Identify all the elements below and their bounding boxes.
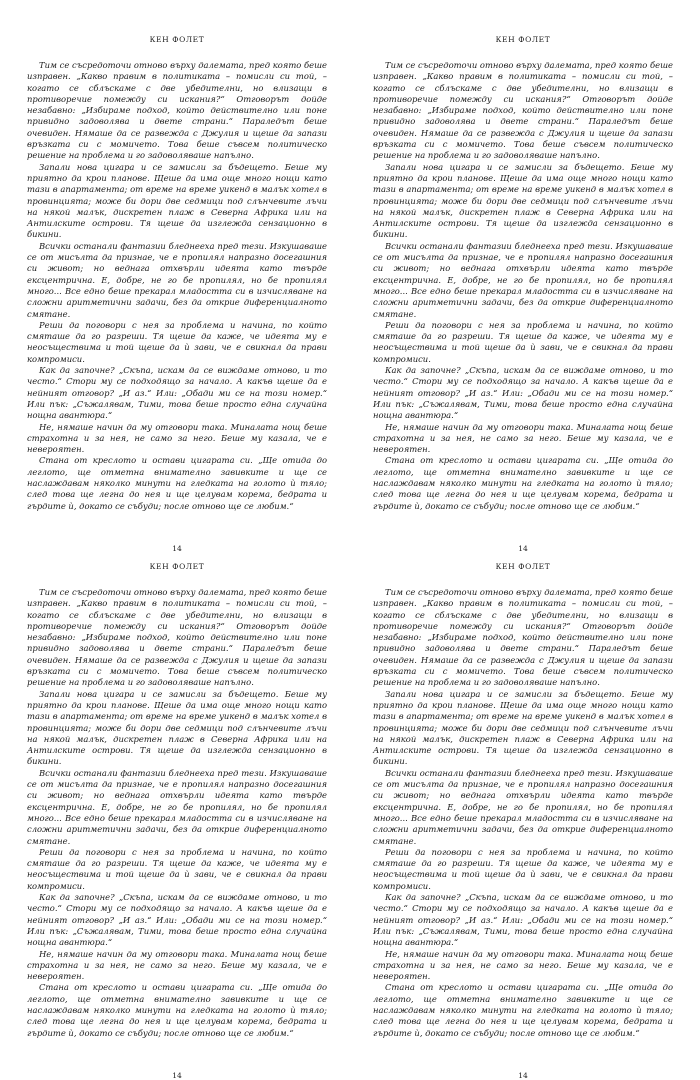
paragraph: Реши да поговори с нея за проблема и начина, по който смяташе да го разреши. Тя щеше да каже, че идеята му е неосъществима и той щеше да ѝ зави, че е свикнал да прави компромиси. (373, 846, 673, 891)
paragraph: Запали нова цигара и се замисли за бъдещето. Беше му приятно да крои планове. Щеше да има още много нощи като тази в апартамента; от време на време уикенд в малък хотел в провинцията; може би дори две седмици под слънчевите лъчи на някой малък, дискретен плаж в Северна Африка или на Антилските острови. Тя щеше да изглежда сензационно в бикини. (373, 161, 673, 240)
paragraph: Стана от креслото и остави цигарата си. „Ще отида до леглото, ще отметна внимателно завивките и ще се наслаждавам няколко минути на гледката на голото ѝ тяло; след това ще легна до нея и ще целувам корема, бедрата и гърдите ѝ, докато се събуди; после отново ще се любим.“ (27, 982, 327, 1038)
paragraph: Стана от креслото и остави цигарата си. „Ще отида до леглото, ще отметна внимателно завивките и ще се наслаждавам няколко минути на гледката на голото ѝ тяло; след това ще легна до нея и ще целувам корема, бедрата и гърдите ѝ, докато се събуди; после отново ще се любим.“ (373, 982, 673, 1038)
paragraph: Не, нямаше начин да му отговори така. Миналата нощ беше страхотна и за нея, не само за него. Беше му казала, че е невероятен. (27, 421, 327, 455)
running-header: КЕН ФОЛЕТ (149, 35, 205, 44)
page-top-right (373, 35, 673, 553)
page-body (373, 60, 673, 512)
paragraph: Не, нямаше начин да му отговори така. Миналата нощ беше страхотна и за нея, не само за него. Беше му казала, че е невероятен. (27, 948, 327, 982)
paragraph: Реши да поговори с нея за проблема и начина, по който смяташе да го разреши. Тя щеше да каже, че идеята му е неосъществима и той щеше да ѝ зави, че е свикнал да прави компромиси. (373, 319, 673, 364)
paragraph: Всички останали фантазии бледнееха пред тези. Изкушаваше се от мисълта да признае, че е пропилял напразно досегашния си живот; но веднага отхвърли идеята като твърде ексцентрична. Е, добре, не го бе пропилял, но бе пропилял много... Все едно беше прекарал младостта си в изчисляване на сложни аритметични задачи, без да открие диференциалното смятане. (373, 767, 673, 846)
page-bottom-left (27, 562, 327, 1080)
paragraph: Как да започне? „Скъпа, искам да се виждаме отново, и то често.“ Стори му се подходящо за начало. А какъв щеше да е нейният отговор? „И аз.“ Или: „Обади ми се на този номер.“ Или пък: „Съжалявам, Тими, това беше просто една случайна нощна авантюра.“ (27, 365, 327, 421)
page-bottom-right (373, 562, 673, 1080)
paragraph: Запали нова цигара и се замисли за бъдещето. Беше му приятно да крои планове. Щеше да има още много нощи като тази в апартамента; от време на време уикенд в малък хотел в провинцията; може би дори две седмици под слънчевите лъчи на някой малък, дискретен плаж в Северна Африка или на Антилските острови. Тя щеше да изглежда сензационно в бикини. (27, 161, 327, 240)
paragraph: Как да започне? „Скъпа, искам да се виждаме отново, и то често.“ Стори му се подходящо за начало. А какъв щеше да е нейният отговор? „И аз.“ Или: „Обади ми се на този номер.“ Или пък: „Съжалявам, Тими, това беше просто една случайна нощна авантюра.“ (373, 365, 673, 421)
page-body (373, 587, 673, 1039)
paragraph: Всички останали фантазии бледнееха пред тези. Изкушаваше се от мисълта да признае, че е пропилял напразно досегашния си живот; но веднага отхвърли идеята като твърде ексцентрична. Е, добре, не го бе пропилял, но бе пропилял много... Все едно беше прекарал младостта си в изчисляване на сложни аритметични задачи, без да открие диференциалното смятане. (27, 240, 327, 319)
running-header: КЕН ФОЛЕТ (149, 562, 205, 571)
paragraph: Тим се съсредоточи отново върху далемата, пред която беше изправен. „Какво правим в политиката – помисли си той, – когато се сблъскаме с две убедителни, но влизащи в противоречие помежду си искания?“ Отговорът дойде незабавно: „Избираме подход, който действително или поне привидно задоволява и двете страни.“ Параледът беше очевиден. Нямаше да се развежда с Джулия и щеше да запази връзката си с момичето. Това беше съвсем политическо решение на проблема и го задоволяваше напълно. (373, 60, 673, 161)
page-number: 14 (518, 543, 528, 553)
page-body (27, 60, 327, 512)
page-number: 14 (172, 1070, 182, 1080)
paragraph: Тим се съсредоточи отново върху далемата, пред която беше изправен. „Какво правим в политиката – помисли си той, – когато се сблъскаме с две убедителни, но влизащи в противоречие помежду си искания?“ Отговорът дойде незабавно: „Избираме подход, който действително или поне привидно задоволява и двете страни.“ Параледът беше очевиден. Нямаше да се развежда с Джулия и щеше да запази връзката си с момичето. Това беше съвсем политическо решение на проблема и го задоволяваше напълно. (373, 587, 673, 688)
running-header: КЕН ФОЛЕТ (495, 562, 551, 571)
paragraph: Запали нова цигара и се замисли за бъдещето. Беше му приятно да крои планове. Щеше да има още много нощи като тази в апартамента; от време на време уикенд в малък хотел в провинцията; може би дори две седмици под слънчевите лъчи на някой малък, дискретен плаж в Северна Африка или на Антилските острови. Тя щеше да изглежда сензационно в бикини. (373, 688, 673, 767)
paragraph: Реши да поговори с нея за проблема и начина, по който смяташе да го разреши. Тя щеше да каже, че идеята му е неосъществима и той щеше да ѝ зави, че е свикнал да прави компромиси. (27, 319, 327, 364)
paragraph: Всички останали фантазии бледнееха пред тези. Изкушаваше се от мисълта да признае, че е пропилял напразно досегашния си живот; но веднага отхвърли идеята като твърде ексцентрична. Е, добре, не го бе пропилял, но бе пропилял много... Все едно беше прекарал младостта си в изчисляване на сложни аритметични задачи, без да открие диференциалното смятане. (373, 240, 673, 319)
paragraph: Всички останали фантазии бледнееха пред тези. Изкушаваше се от мисълта да признае, че е пропилял напразно досегашния си живот; но веднага отхвърли идеята като твърде ексцентрична. Е, добре, не го бе пропилял, но бе пропилял много... Все едно беше прекарал младостта си в изчисляване на сложни аритметични задачи, без да открие диференциалното смятане. (27, 767, 327, 846)
paragraph: Как да започне? „Скъпа, искам да се виждаме отново, и то често.“ Стори му се подходящо за начало. А какъв щеше да е нейният отговор? „И аз.“ Или: „Обади ми се на този номер.“ Или пък: „Съжалявам, Тими, това беше просто една случайна нощна авантюра.“ (373, 892, 673, 948)
paragraph: Стана от креслото и остави цигарата си. „Ще отида до леглото, ще отметна внимателно завивките и ще се наслаждавам няколко минути на гледката на голото ѝ тяло; след това ще легна до нея и ще целувам корема, бедрата и гърдите ѝ, докато се събуди; после отново ще се любим.“ (373, 455, 673, 511)
page-number: 14 (518, 1070, 528, 1080)
running-header: КЕН ФОЛЕТ (495, 35, 551, 44)
paragraph: Не, нямаше начин да му отговори така. Миналата нощ беше страхотна и за нея, не само за него. Беше му казала, че е невероятен. (373, 948, 673, 982)
page-number: 14 (172, 543, 182, 553)
paragraph: Стана от креслото и остави цигарата си. „Ще отида до леглото, ще отметна внимателно завивките и ще се наслаждавам няколко минути на гледката на голото ѝ тяло; след това ще легна до нея и ще целувам корема, бедрата и гърдите ѝ, докато се събуди; после отново ще се любим.“ (27, 455, 327, 511)
paragraph: Реши да поговори с нея за проблема и начина, по който смяташе да го разреши. Тя щеше да каже, че идеята му е неосъществима и той щеше да ѝ зави, че е свикнал да прави компромиси. (27, 846, 327, 891)
paragraph: Тим се съсредоточи отново върху далемата, пред която беше изправен. „Какво правим в политиката – помисли си той, – когато се сблъскаме с две убедителни, но влизащи в противоречие помежду си искания?“ Отговорът дойде незабавно: „Избираме подход, който действително или поне привидно задоволява и двете страни.“ Параледът беше очевиден. Нямаше да се развежда с Джулия и щеше да запази връзката си с момичето. Това беше съвсем политическо решение на проблема и го задоволяваше напълно. (27, 60, 327, 161)
page-top-left (27, 35, 327, 553)
page-body (27, 587, 327, 1039)
paragraph: Как да започне? „Скъпа, искам да се виждаме отново, и то често.“ Стори му се подходящо за начало. А какъв щеше да е нейният отговор? „И аз.“ Или: „Обади ми се на този номер.“ Или пък: „Съжалявам, Тими, това беше просто една случайна нощна авантюра.“ (27, 892, 327, 948)
paragraph: Запали нова цигара и се замисли за бъдещето. Беше му приятно да крои планове. Щеше да има още много нощи като тази в апартамента; от време на време уикенд в малък хотел в провинцията; може би дори две седмици под слънчевите лъчи на някой малък, дискретен плаж в Северна Африка или на Антилските острови. Тя щеше да изглежда сензационно в бикини. (27, 688, 327, 767)
paragraph: Тим се съсредоточи отново върху далемата, пред която беше изправен. „Какво правим в политиката – помисли си той, – когато се сблъскаме с две убедителни, но влизащи в противоречие помежду си искания?“ Отговорът дойде незабавно: „Избираме подход, който действително или поне привидно задоволява и двете страни.“ Параледът беше очевиден. Нямаше да се развежда с Джулия и щеше да запази връзката си с момичето. Това беше съвсем политическо решение на проблема и го задоволяваше напълно. (27, 587, 327, 688)
paragraph: Не, нямаше начин да му отговори така. Миналата нощ беше страхотна и за нея, не само за него. Беше му казала, че е невероятен. (373, 421, 673, 455)
